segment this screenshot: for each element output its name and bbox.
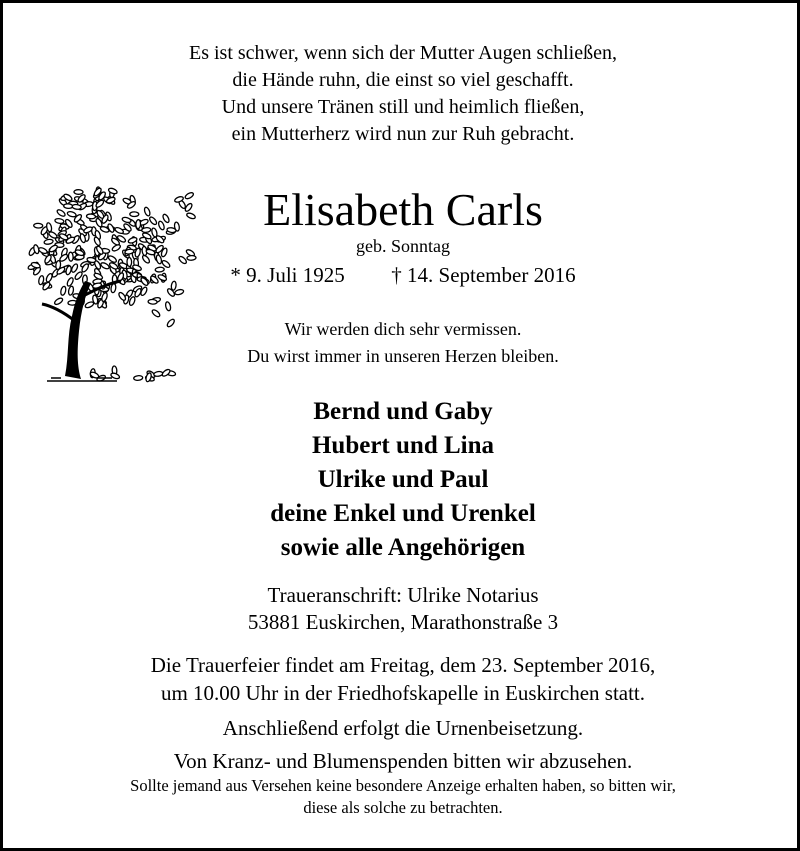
mourner-line: sowie alle Angehörigen xyxy=(280,534,526,561)
farewell-line: Du wirst immer in unseren Herzen bleiben. xyxy=(247,346,559,366)
poem-line: die Hände ruhn, die einst so viel geschafft. xyxy=(232,69,574,91)
address-line: 53881 Euskirchen, Marathonstraße 3 xyxy=(247,610,559,634)
mourner-line: Ulrike und Paul xyxy=(317,466,489,493)
mourner-line: Bernd und Gaby xyxy=(313,398,493,425)
birth-date: * 9. Juli 1925 xyxy=(230,263,345,287)
funeral-service xyxy=(3,651,800,775)
service-line: Anschließend erfolgt die Urnenbeisetzung. xyxy=(222,716,584,740)
mourners xyxy=(3,395,800,565)
farewell-line: Wir werden dich sehr vermissen. xyxy=(284,319,522,339)
mourning-address xyxy=(3,582,800,636)
footnote xyxy=(3,775,800,819)
mourner-line: Hubert und Lina xyxy=(311,432,494,459)
death-date: † 14. September 2016 xyxy=(391,263,576,287)
service-line: um 10.00 Uhr in der Friedhofskapelle in Euskirchen statt. xyxy=(160,681,646,705)
farewell xyxy=(3,316,800,370)
poem-line: Es ist schwer, wenn sich der Mutter Augen schließen, xyxy=(189,42,617,64)
maiden-name: geb. Sonntag xyxy=(356,236,450,256)
deceased-name: Elisabeth Carls xyxy=(263,184,543,235)
poem-line: ein Mutterherz wird nun zur Ruh gebracht. xyxy=(231,123,575,145)
footnote-line: Sollte jemand aus Versehen keine besondere Anzeige erhalten haben, so bitten wir, xyxy=(130,776,676,795)
mourner-line: deine Enkel und Urenkel xyxy=(270,500,536,527)
poem xyxy=(3,40,800,148)
address-line: Traueranschrift: Ulrike Notarius xyxy=(267,583,539,607)
footnote-line: diese als solche zu betrachten. xyxy=(303,798,503,817)
service-line: Die Trauerfeier findet am Freitag, dem 23. September 2016, xyxy=(150,653,656,677)
poem-line: Und unsere Tränen still und heimlich fließen, xyxy=(221,96,585,118)
service-line: Von Kranz- und Blumenspenden bitten wir abzusehen. xyxy=(173,749,633,773)
life-dates xyxy=(3,263,800,288)
